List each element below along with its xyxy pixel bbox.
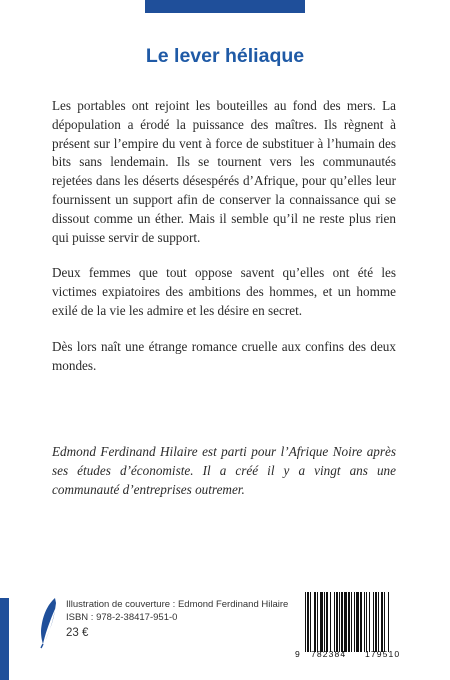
barcode-bar xyxy=(351,592,352,652)
barcode-bar xyxy=(354,592,355,652)
isbn-barcode xyxy=(295,592,422,664)
price: 23 € xyxy=(66,627,89,639)
barcode-digit-lead: 9 xyxy=(295,649,300,659)
barcode-bar xyxy=(364,592,365,652)
feather-icon xyxy=(38,597,58,649)
barcode-bar xyxy=(369,592,370,652)
blurb-paragraph-1: Les portables ont rejoint les bouteilles au fond des mers. La dépopulation a érodé la puissance des maîtres. Ils règnent à présent sur l’empire du vent à force de substituer à l’humain des bits sans lendemain. Ils se tournent vers les communautés rejetées dans les déserts désespérés d’Afrique, pour qu’elles leur fournissent un support afin de conserver la connaissance qui se dissout comme un éther. Mais il semble qu’il ne reste plus rien qui puisse servir de support. xyxy=(52,98,396,245)
isbn: ISBN : 978-2-38417-951-0 xyxy=(66,612,178,623)
barcode-bar xyxy=(317,592,318,652)
blurb-paragraph-3: Dès lors naît une étrange romance cruelle aux confins des deux mondes. xyxy=(52,338,396,373)
barcode-bar xyxy=(360,592,362,652)
barcode-bar xyxy=(384,592,385,652)
barcode-bar xyxy=(326,592,328,652)
barcode-bar xyxy=(378,592,379,652)
illustration-credit: Illustration de couverture : Edmond Ferdinand Hilaire xyxy=(66,599,289,610)
barcode-bar xyxy=(348,592,350,652)
left-accent-strip xyxy=(0,598,9,680)
barcode-bar xyxy=(344,592,347,652)
barcode-bar xyxy=(366,592,367,652)
barcode-bar xyxy=(336,592,338,652)
barcode-bar xyxy=(356,592,359,652)
book-title: Le lever héliaque xyxy=(145,45,305,67)
credits xyxy=(66,598,288,640)
barcode-bar xyxy=(375,592,377,652)
barcode-bar xyxy=(305,592,306,652)
barcode-bar xyxy=(324,592,325,652)
barcode-bar xyxy=(381,592,383,652)
barcode-bar xyxy=(314,592,316,652)
blurb-paragraph-2: Deux femmes que tout oppose savent qu’elles ont été les victimes expiatoires des ambitions des hommes, et un homme exilé de la vie les admire et les désire en secret. xyxy=(52,265,396,318)
barcode-digits xyxy=(295,649,422,680)
barcode-bar xyxy=(334,592,335,652)
barcode-bar xyxy=(310,592,311,652)
barcode-bars xyxy=(305,592,419,652)
barcode-bar xyxy=(330,592,331,652)
blurb xyxy=(52,97,396,392)
barcode-bar xyxy=(341,592,343,652)
top-accent-bar xyxy=(145,0,305,13)
barcode-bar xyxy=(339,592,340,652)
barcode-bar xyxy=(388,592,389,652)
barcode-bar xyxy=(307,592,309,652)
barcode-digits-group-1: 782384 xyxy=(311,649,347,659)
barcode-digits-group-2: 179510 xyxy=(365,649,401,659)
barcode-bar xyxy=(373,592,374,652)
barcode-bar xyxy=(320,592,323,652)
author-bio: Edmond Ferdinand Hilaire est parti pour l’Afrique Noire après ses études d’économiste. Il a créé il y a vingt ans une communauté d’entreprises outremer. xyxy=(52,444,396,497)
